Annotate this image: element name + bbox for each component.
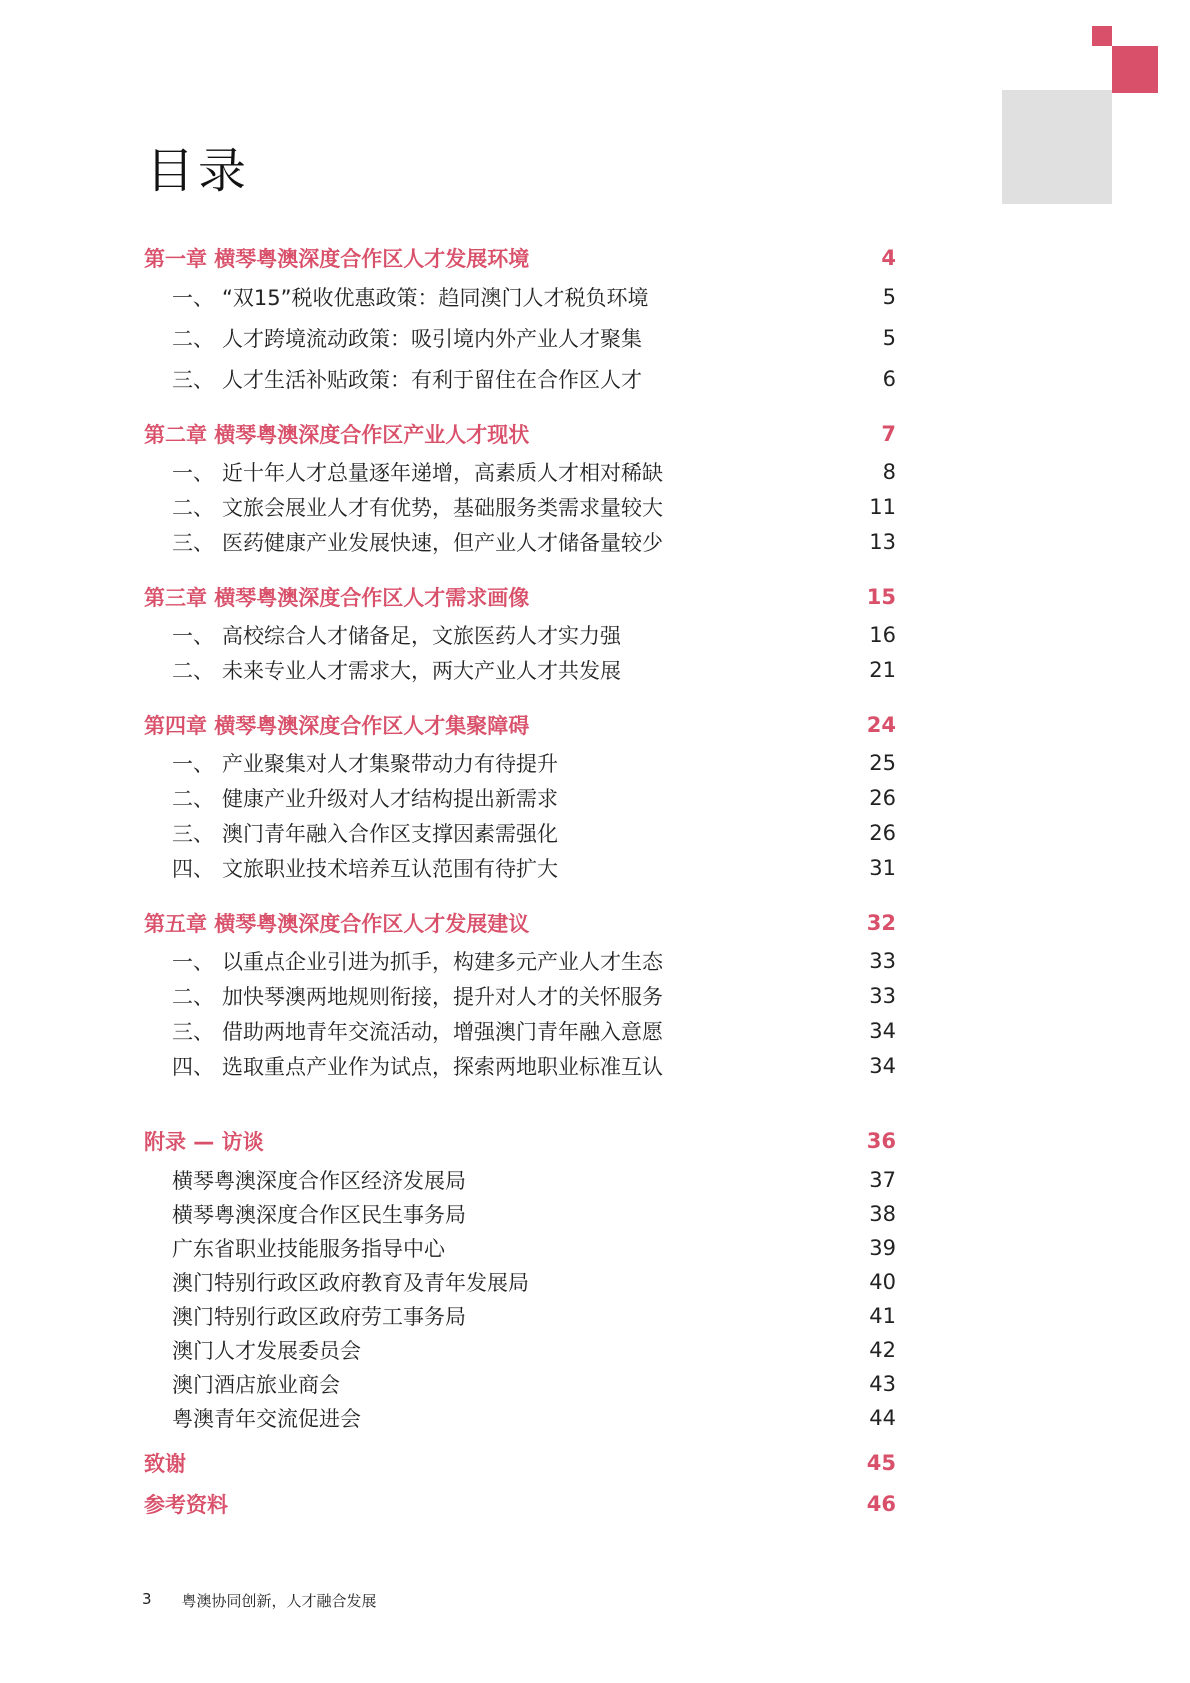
toc-section-entry[interactable] xyxy=(144,280,896,314)
toc-entry-text: 粤澳青年交流促进会 xyxy=(172,1407,361,1431)
toc-page-number: 44 xyxy=(869,1406,896,1430)
toc-entry-text: 文旅职业技术培养互认范围有待扩大 xyxy=(222,857,558,881)
toc-entry-label xyxy=(144,243,836,273)
toc-entry-number: 一、 xyxy=(172,461,214,485)
toc-entry-text: 产业聚集对人才集聚带动力有待提升 xyxy=(222,752,558,776)
toc-entry-label xyxy=(144,582,836,612)
toc-page-number: 33 xyxy=(869,984,896,1008)
toc-chapter-entry[interactable] xyxy=(144,1487,896,1521)
toc-section-entry[interactable] xyxy=(144,1163,896,1197)
toc-section-entry[interactable] xyxy=(144,490,896,524)
toc-page-number: 37 xyxy=(869,1168,896,1192)
toc-entry-label xyxy=(144,1369,836,1399)
toc-page-number: 41 xyxy=(869,1304,896,1328)
toc-entry-label xyxy=(144,655,836,685)
toc-entry-label xyxy=(144,492,836,522)
toc-entry-text: 人才生活补贴政策：有利于留住在合作区人才 xyxy=(222,368,642,392)
toc-entry-label xyxy=(144,1233,836,1263)
toc-entry-text: 横琴粤澳深度合作区民生事务局 xyxy=(172,1203,466,1227)
toc-entry-text: 澳门酒店旅业商会 xyxy=(172,1373,340,1397)
toc-entry-label xyxy=(144,527,836,557)
toc-entry-number: 四、 xyxy=(172,1055,214,1079)
toc-entry-text: 文旅会展业人才有优势，基础服务类需求量较大 xyxy=(222,496,663,520)
toc-page-number: 5 xyxy=(882,285,896,309)
toc-entry-text: 以重点企业引进为抓手，构建多元产业人才生态 xyxy=(222,950,663,974)
toc-page-number: 34 xyxy=(869,1019,896,1043)
toc-section-entry[interactable] xyxy=(144,1367,896,1401)
toc-entry-text: 未来专业人才需求大，两大产业人才共发展 xyxy=(222,659,621,683)
toc-section-entry[interactable] xyxy=(144,1401,896,1435)
toc-entry-label xyxy=(144,748,836,778)
toc-entry-label xyxy=(144,364,836,394)
toc-entry-label xyxy=(144,1335,836,1365)
toc-page-number: 5 xyxy=(882,326,896,350)
toc-section-entry[interactable] xyxy=(144,781,896,815)
toc-page-number: 45 xyxy=(866,1451,896,1475)
toc-entry-number: 三、 xyxy=(172,368,214,392)
toc-entry-text: 借助两地青年交流活动，增强澳门青年融入意愿 xyxy=(222,1020,663,1044)
toc-section-entry[interactable] xyxy=(144,1049,896,1083)
toc-page-number: 42 xyxy=(869,1338,896,1362)
toc-entry-text: 第三章 横琴粤澳深度合作区人才需求画像 xyxy=(144,586,530,610)
toc-entry-number: 一、 xyxy=(172,624,214,648)
toc-page-number: 11 xyxy=(869,495,896,519)
toc-entry-number: 三、 xyxy=(172,1020,214,1044)
toc-entry-text: 近十年人才总量逐年递增，高素质人才相对稀缺 xyxy=(222,461,663,485)
decorative-red-square xyxy=(1112,46,1158,93)
toc-section-entry[interactable] xyxy=(144,618,896,652)
toc-entry-text: 澳门特别行政区政府劳工事务局 xyxy=(172,1305,466,1329)
toc-entry-number: 二、 xyxy=(172,327,214,351)
toc-page-number: 8 xyxy=(882,460,896,484)
toc-section-entry[interactable] xyxy=(144,1265,896,1299)
toc-entry-text: 人才跨境流动政策：吸引境内外产业人才聚集 xyxy=(222,327,642,351)
toc-entry-number: 三、 xyxy=(172,822,214,846)
toc-page-number: 24 xyxy=(866,713,896,737)
toc-page-number: 33 xyxy=(869,949,896,973)
toc-section-entry[interactable] xyxy=(144,1014,896,1048)
toc-chapter-entry[interactable] xyxy=(144,708,896,742)
toc-chapter-entry[interactable] xyxy=(144,1446,896,1480)
toc-page-number: 46 xyxy=(866,1492,896,1516)
toc-section-entry[interactable] xyxy=(144,1231,896,1265)
toc-entry-label xyxy=(144,981,836,1011)
toc-entry-label xyxy=(144,946,836,976)
toc-entry-number: 二、 xyxy=(172,787,214,811)
toc-entry-number: 一、 xyxy=(172,286,214,310)
toc-entry-text: 广东省职业技能服务指导中心 xyxy=(172,1237,445,1261)
toc-page-number: 38 xyxy=(869,1202,896,1226)
toc-entry-label xyxy=(144,1489,836,1519)
toc-chapter-entry[interactable] xyxy=(144,417,896,451)
toc-entry-text: 第二章 横琴粤澳深度合作区产业人才现状 xyxy=(144,423,530,447)
toc-entry-label xyxy=(144,323,836,353)
toc-entry-text: 澳门人才发展委员会 xyxy=(172,1339,361,1363)
toc-page-number: 15 xyxy=(866,585,896,609)
toc-entry-label xyxy=(144,818,836,848)
toc-entry-number: 二、 xyxy=(172,496,214,520)
toc-chapter-entry[interactable] xyxy=(144,580,896,614)
footer-page-number: 3 xyxy=(142,1590,152,1608)
toc-page-number: 31 xyxy=(869,856,896,880)
toc-entry-label xyxy=(144,1403,836,1433)
toc-page-number: 43 xyxy=(869,1372,896,1396)
toc-entry-text: 加快琴澳两地规则衔接，提升对人才的关怀服务 xyxy=(222,985,663,1009)
toc-entry-text: “双15”税收优惠政策：趋同澳门人才税负环境 xyxy=(222,286,649,310)
toc-section-entry[interactable] xyxy=(144,944,896,978)
toc-section-entry[interactable] xyxy=(144,1299,896,1333)
toc-section-entry[interactable] xyxy=(144,653,896,687)
toc-entry-text: 参考资料 xyxy=(144,1493,228,1517)
toc-page-number: 7 xyxy=(881,422,896,446)
toc-page-number: 16 xyxy=(869,623,896,647)
toc-entry-label xyxy=(144,457,836,487)
toc-entry-text: 横琴粤澳深度合作区经济发展局 xyxy=(172,1169,466,1193)
toc-chapter-entry[interactable] xyxy=(144,241,896,275)
toc-section-entry[interactable] xyxy=(144,525,896,559)
toc-entry-text: 选取重点产业作为试点，探索两地职业标准互认 xyxy=(222,1055,663,1079)
toc-page-number: 32 xyxy=(866,911,896,935)
toc-page-number: 6 xyxy=(882,367,896,391)
toc-entry-label xyxy=(144,620,836,650)
footer-tagline: 粤澳协同创新，人才融合发展 xyxy=(181,1592,377,1610)
toc-entry-text: 致谢 xyxy=(144,1452,186,1476)
toc-page-number: 36 xyxy=(866,1129,896,1153)
toc-entry-label xyxy=(144,1448,836,1478)
toc-entry-label xyxy=(144,1016,836,1046)
toc-entry-text: 第一章 横琴粤澳深度合作区人才发展环境 xyxy=(144,247,530,271)
toc-section-entry[interactable] xyxy=(144,746,896,780)
toc-entry-text: 第五章 横琴粤澳深度合作区人才发展建议 xyxy=(144,912,530,936)
toc-entry-label xyxy=(144,1199,836,1229)
toc-entry-label xyxy=(144,783,836,813)
toc-section-entry[interactable] xyxy=(144,1333,896,1367)
toc-page-number: 26 xyxy=(869,821,896,845)
toc-page-number: 39 xyxy=(869,1236,896,1260)
toc-page-number: 4 xyxy=(881,246,896,270)
toc-section-entry[interactable] xyxy=(144,362,896,396)
toc-entry-label xyxy=(144,908,836,938)
toc-entry-text: 第四章 横琴粤澳深度合作区人才集聚障碍 xyxy=(144,714,530,738)
toc-entry-number: 二、 xyxy=(172,985,214,1009)
toc-entry-text: 健康产业升级对人才结构提出新需求 xyxy=(222,787,558,811)
toc-section-entry[interactable] xyxy=(144,321,896,355)
toc-page-number: 34 xyxy=(869,1054,896,1078)
toc-chapter-entry[interactable] xyxy=(144,1124,896,1158)
toc-section-entry[interactable] xyxy=(144,816,896,850)
toc-page-number: 13 xyxy=(869,530,896,554)
toc-entry-number: 二、 xyxy=(172,659,214,683)
toc-entry-label xyxy=(144,282,836,312)
toc-chapter-entry[interactable] xyxy=(144,906,896,940)
toc-page-number: 25 xyxy=(869,751,896,775)
page-footer xyxy=(142,1590,377,1611)
toc-entry-label xyxy=(144,1051,836,1081)
toc-entry-label xyxy=(144,1165,836,1195)
toc-section-entry[interactable] xyxy=(144,979,896,1013)
toc-entry-label xyxy=(144,853,836,883)
toc-section-entry[interactable] xyxy=(144,455,896,489)
page-title: 目录 xyxy=(146,143,251,199)
toc-entry-number: 一、 xyxy=(172,752,214,776)
decorative-grey-square xyxy=(1002,90,1112,204)
toc-page-number: 21 xyxy=(869,658,896,682)
toc-section-entry[interactable] xyxy=(144,1197,896,1231)
toc-section-entry[interactable] xyxy=(144,851,896,885)
toc-entry-text: 澳门特别行政区政府教育及青年发展局 xyxy=(172,1271,529,1295)
toc-entry-text: 医药健康产业发展快速，但产业人才储备量较少 xyxy=(222,531,663,555)
toc-entry-number: 一、 xyxy=(172,950,214,974)
toc-entry-label xyxy=(144,1126,836,1156)
toc-entry-number: 三、 xyxy=(172,531,214,555)
toc-entry-text: 高校综合人才储备足，文旅医药人才实力强 xyxy=(222,624,621,648)
toc-entry-text: 附录 — 访谈 xyxy=(144,1130,264,1154)
toc-page-number: 40 xyxy=(869,1270,896,1294)
toc-entry-number: 四、 xyxy=(172,857,214,881)
toc-entry-label xyxy=(144,710,836,740)
toc-page-number: 26 xyxy=(869,786,896,810)
toc-entry-text: 澳门青年融入合作区支撑因素需强化 xyxy=(222,822,558,846)
toc-entry-label xyxy=(144,419,836,449)
toc-entry-label xyxy=(144,1267,836,1297)
toc-entry-label xyxy=(144,1301,836,1331)
decorative-red-small-square xyxy=(1092,26,1112,46)
